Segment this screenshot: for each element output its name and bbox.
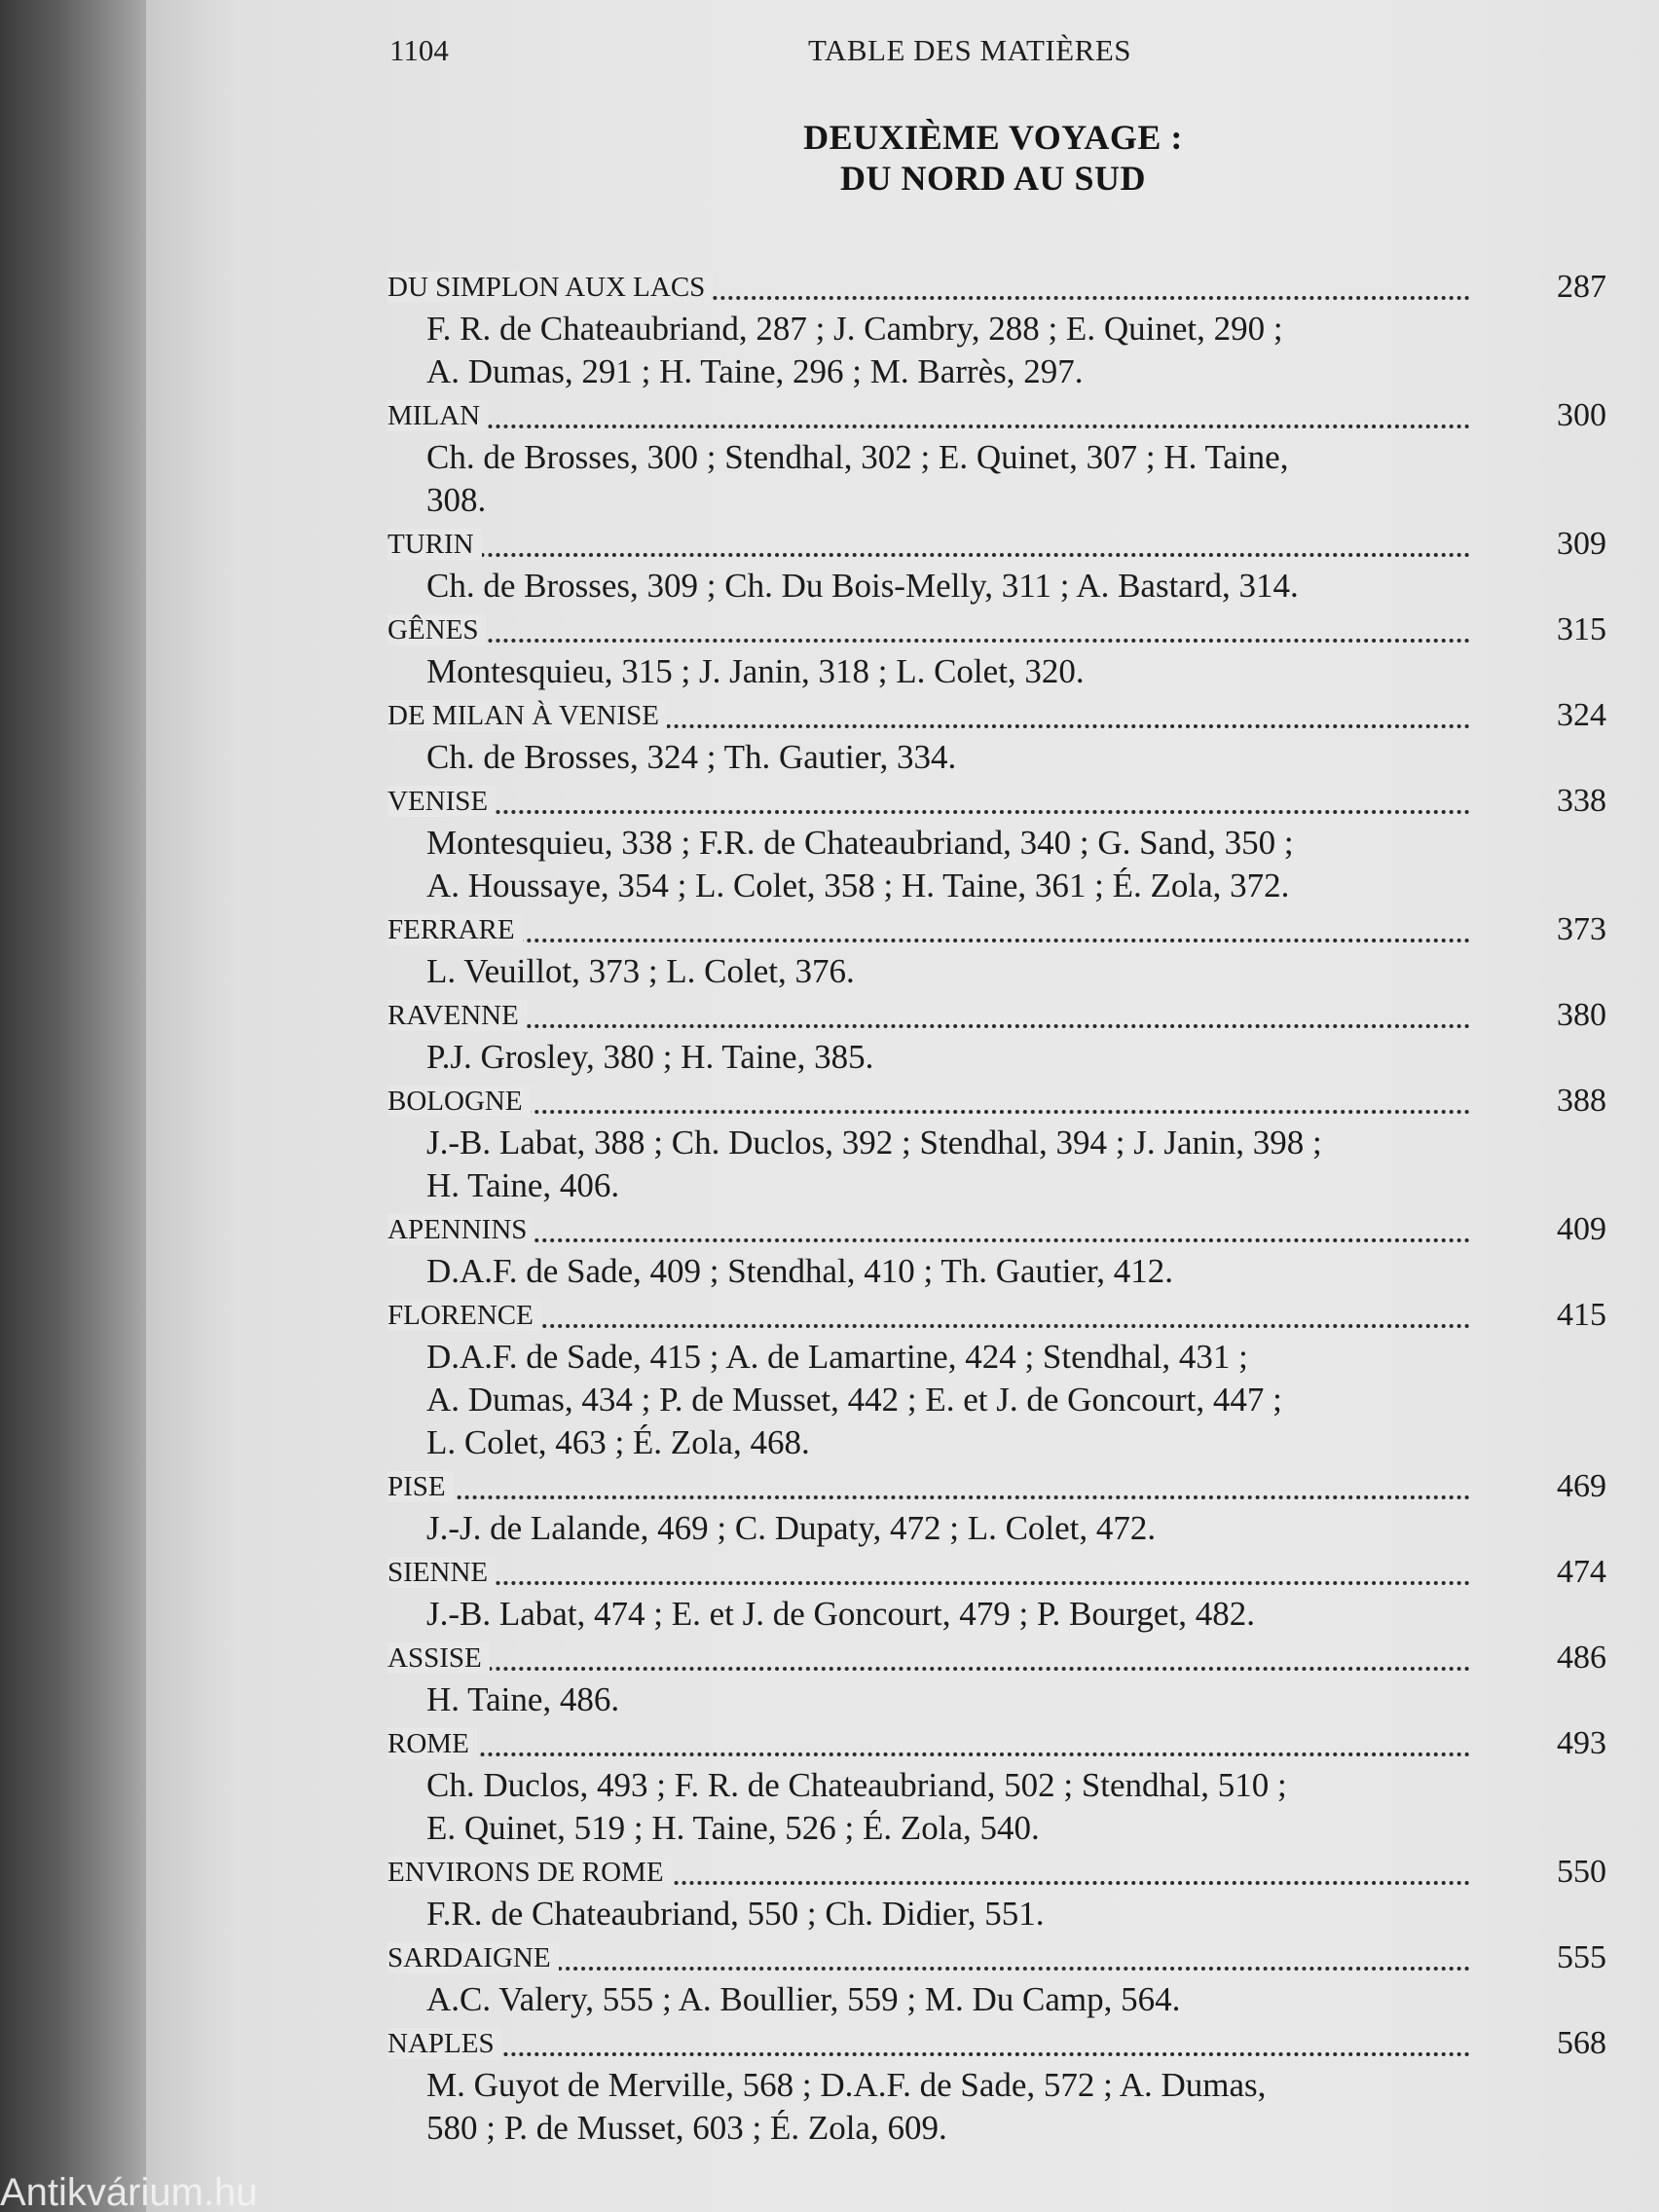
toc-entry-title-text: ASSISE <box>387 1642 490 1674</box>
toc-entry-authors <box>426 1250 1488 1293</box>
toc-entry <box>387 993 1606 1079</box>
toc-entry <box>387 2021 1606 2150</box>
toc-entry-title-text: NAPLES <box>387 2028 502 2059</box>
toc-entry-page: 409 <box>1557 1211 1606 1247</box>
toc-entry-title-text: MILAN <box>387 400 488 431</box>
toc-entry-page: 415 <box>1557 1297 1606 1333</box>
toc-entry <box>387 907 1606 993</box>
toc-entry-title-text: SARDAIGNE <box>387 1942 559 1973</box>
toc-entry-title <box>387 700 667 732</box>
toc-entry-author-line: Montesquieu, 315 ; J. Janin, 318 ; L. Colet, 320. <box>426 652 1085 690</box>
toc-entry-title-text: FLORENCE <box>387 1300 541 1331</box>
toc-entry-page: 568 <box>1557 2025 1606 2061</box>
toc-entry-authors <box>426 2064 1488 2150</box>
toc-entry <box>387 265 1606 393</box>
toc-entry-title-text: ROME <box>387 1728 477 1759</box>
toc-entry-author-line: A. Dumas, 434 ; P. de Musset, 442 ; E. et J. de Goncourt, 447 ; <box>426 1381 1282 1419</box>
dot-leader <box>387 939 1470 942</box>
toc-entry-head <box>387 1936 1606 1978</box>
running-title: TABLE DES MATIÈRES <box>808 33 1132 67</box>
toc-entry-author-line: E. Quinet, 519 ; H. Taine, 526 ; É. Zola, 540. <box>426 1809 1040 1847</box>
toc-entry-author-line: F.R. de Chateaubriand, 550 ; Ch. Didier, 551. <box>426 1895 1045 1933</box>
dot-leader <box>387 2052 1470 2056</box>
toc-entry-author-line: J.-J. de Lalande, 469 ; C. Dupaty, 472 ; L. Colet, 472. <box>426 1509 1157 1547</box>
toc-entry-author-line: 580 ; P. de Musset, 603 ; É. Zola, 609. <box>426 2109 947 2147</box>
toc-entry-head <box>387 907 1606 950</box>
toc-entry-head <box>387 608 1606 650</box>
toc-entry-title <box>387 1086 531 1118</box>
toc-entry-title-text: SIENNE <box>387 1557 496 1588</box>
toc-entry-title <box>387 1557 496 1589</box>
toc-entry <box>387 1464 1606 1550</box>
toc-entry <box>387 1636 1606 1721</box>
dot-leader <box>387 1752 1470 1756</box>
toc-entry <box>387 522 1606 608</box>
toc-entry-authors <box>426 1507 1488 1550</box>
section-title <box>623 117 1363 199</box>
toc-entry-page: 493 <box>1557 1725 1606 1761</box>
dot-leader <box>387 1024 1470 1028</box>
toc-entry-page: 474 <box>1557 1554 1606 1590</box>
toc-entry-authors <box>426 1122 1488 1207</box>
toc-entry-head <box>387 1079 1606 1122</box>
toc-entry-title-text: FERRARE <box>387 914 523 945</box>
toc-entry-author-line: 308. <box>426 481 487 519</box>
toc-entry-page: 338 <box>1557 783 1606 819</box>
toc-entry-page: 315 <box>1557 611 1606 647</box>
toc-entry <box>387 1207 1606 1293</box>
dot-leader <box>387 1238 1470 1242</box>
toc-entry-authors <box>426 650 1488 693</box>
toc-entry <box>387 1550 1606 1636</box>
toc-entry-title <box>387 1942 559 1974</box>
toc-entry-authors <box>426 1336 1488 1464</box>
dot-leader <box>387 1495 1470 1499</box>
toc-entry-page: 486 <box>1557 1640 1606 1676</box>
toc-entry-title-text: APENNINS <box>387 1214 535 1245</box>
toc-entry-title <box>387 400 488 432</box>
toc-entry-author-line: H. Taine, 406. <box>426 1166 620 1204</box>
toc-entry-head <box>387 2021 1606 2064</box>
toc-entry-head <box>387 1550 1606 1593</box>
toc-entry-authors <box>426 1893 1488 1936</box>
toc-entry-authors <box>426 736 1488 779</box>
toc-entry-title-text: DU SIMPLON AUX LACS <box>387 272 713 303</box>
toc-entry-page: 309 <box>1557 526 1606 562</box>
toc-entry-title-text: ENVIRONS DE ROME <box>387 1857 672 1888</box>
toc-entry <box>387 1721 1606 1850</box>
table-of-contents <box>387 265 1606 2150</box>
toc-entry-head <box>387 1293 1606 1336</box>
toc-entry <box>387 1293 1606 1464</box>
toc-entry-title <box>387 1300 541 1332</box>
toc-entry-page: 555 <box>1557 1939 1606 1975</box>
toc-entry-authors <box>426 436 1488 522</box>
dot-leader <box>387 553 1470 557</box>
toc-entry-title <box>387 914 523 946</box>
toc-entry-author-line: A.C. Valery, 555 ; A. Boullier, 559 ; M. Du Camp, 564. <box>426 1980 1181 2018</box>
toc-entry-page: 373 <box>1557 911 1606 947</box>
toc-entry-author-line: A. Dumas, 291 ; H. Taine, 296 ; M. Barrès, 297. <box>426 352 1084 390</box>
toc-entry-title <box>387 2028 502 2060</box>
toc-entry-author-line: D.A.F. de Sade, 415 ; A. de Lamartine, 424 ; Stendhal, 431 ; <box>426 1338 1248 1376</box>
toc-entry-author-line: J.-B. Labat, 388 ; Ch. Duclos, 392 ; Stendhal, 394 ; J. Janin, 398 ; <box>426 1124 1322 1161</box>
toc-entry-author-line: Ch. de Brosses, 309 ; Ch. Du Bois-Melly, 311 ; A. Bastard, 314. <box>426 567 1299 605</box>
section-title-line-1: DEUXIÈME VOYAGE : <box>803 118 1183 157</box>
toc-entry <box>387 1850 1606 1936</box>
toc-entry-title <box>387 614 486 646</box>
toc-entry-author-line: L. Veuillot, 373 ; L. Colet, 376. <box>426 952 855 990</box>
toc-entry-head <box>387 993 1606 1036</box>
toc-entry <box>387 393 1606 522</box>
toc-entry-title <box>387 272 713 304</box>
toc-entry-author-line: P.J. Grosley, 380 ; H. Taine, 385. <box>426 1038 874 1076</box>
watermark: Antikvárium.hu <box>0 2173 258 2212</box>
dot-leader <box>387 810 1470 814</box>
toc-entry-page: 287 <box>1557 269 1606 305</box>
toc-entry-authors <box>426 1678 1488 1721</box>
toc-entry <box>387 693 1606 779</box>
toc-entry-page: 469 <box>1557 1468 1606 1504</box>
toc-entry-head <box>387 693 1606 736</box>
toc-entry <box>387 608 1606 693</box>
toc-entry-head <box>387 1464 1606 1507</box>
dot-leader <box>387 424 1470 428</box>
toc-entry-head <box>387 393 1606 436</box>
toc-entry-authors <box>426 1593 1488 1636</box>
toc-entry-head <box>387 265 1606 308</box>
toc-entry-authors <box>426 1978 1488 2021</box>
toc-entry-head <box>387 1721 1606 1764</box>
toc-entry-title-text: PISE <box>387 1471 454 1502</box>
toc-entry-title <box>387 1471 454 1503</box>
toc-entry-page: 388 <box>1557 1083 1606 1119</box>
toc-entry-authors <box>426 822 1488 907</box>
toc-entry-author-line: L. Colet, 463 ; É. Zola, 468. <box>426 1423 810 1461</box>
toc-entry-authors <box>426 950 1488 993</box>
toc-entry-page: 300 <box>1557 397 1606 433</box>
toc-entry-author-line: A. Houssaye, 354 ; L. Colet, 358 ; H. Taine, 361 ; É. Zola, 372. <box>426 866 1290 904</box>
running-head <box>389 33 1606 72</box>
toc-entry-authors <box>426 565 1488 608</box>
toc-entry <box>387 1936 1606 2021</box>
toc-entry-title <box>387 1642 490 1675</box>
toc-entry <box>387 779 1606 907</box>
toc-entry-author-line: Ch. de Brosses, 324 ; Th. Gautier, 334. <box>426 738 957 776</box>
toc-entry-authors <box>426 1036 1488 1079</box>
toc-entry-authors <box>426 308 1488 393</box>
toc-entry-title-text: TURIN <box>387 529 482 560</box>
toc-entry-author-line: J.-B. Labat, 474 ; E. et J. de Goncourt, 479 ; P. Bourget, 482. <box>426 1595 1255 1633</box>
toc-entry-title-text: BOLOGNE <box>387 1086 531 1117</box>
dot-leader <box>387 1110 1470 1114</box>
toc-entry-authors <box>426 1764 1488 1850</box>
toc-entry-page: 324 <box>1557 697 1606 733</box>
toc-entry-author-line: D.A.F. de Sade, 409 ; Stendhal, 410 ; Th. Gautier, 412. <box>426 1252 1174 1290</box>
toc-entry-title-text: RAVENNE <box>387 1000 527 1031</box>
toc-entry <box>387 1079 1606 1207</box>
toc-entry-author-line: F. R. de Chateaubriand, 287 ; J. Cambry, 288 ; E. Quinet, 290 ; <box>426 310 1283 348</box>
toc-entry-title <box>387 1857 672 1889</box>
toc-entry-author-line: M. Guyot de Merville, 568 ; D.A.F. de Sade, 572 ; A. Dumas, <box>426 2066 1267 2104</box>
dot-leader <box>387 1667 1470 1671</box>
toc-entry-head <box>387 1850 1606 1893</box>
toc-entry-author-line: H. Taine, 486. <box>426 1680 620 1718</box>
toc-entry-head <box>387 779 1606 822</box>
toc-entry-title <box>387 1000 527 1032</box>
toc-entry-page: 550 <box>1557 1854 1606 1890</box>
toc-entry-head <box>387 1207 1606 1250</box>
toc-entry-title-text: GÊNES <box>387 614 486 645</box>
toc-entry-title <box>387 529 482 561</box>
toc-entry-author-line: Ch. de Brosses, 300 ; Stendhal, 302 ; E. Quinet, 307 ; H. Taine, <box>426 438 1289 476</box>
dot-leader <box>387 1581 1470 1585</box>
toc-entry-title <box>387 1728 477 1760</box>
toc-entry-title-text: VENISE <box>387 786 496 817</box>
toc-entry-author-line: Montesquieu, 338 ; F.R. de Chateaubriand, 340 ; G. Sand, 350 ; <box>426 824 1294 862</box>
dot-leader <box>387 1324 1470 1328</box>
toc-entry-author-line: Ch. Duclos, 493 ; F. R. de Chateaubriand, 502 ; Stendhal, 510 ; <box>426 1766 1287 1804</box>
toc-entry-title <box>387 1214 535 1246</box>
toc-entry-title-text: DE MILAN À VENISE <box>387 700 667 731</box>
toc-entry-head <box>387 522 1606 565</box>
toc-entry-title <box>387 786 496 818</box>
toc-entry-page: 380 <box>1557 997 1606 1033</box>
page-number: 1104 <box>389 33 449 67</box>
section-title-line-2: DU NORD AU SUD <box>839 159 1147 198</box>
toc-entry-head <box>387 1636 1606 1678</box>
dot-leader <box>387 639 1470 643</box>
